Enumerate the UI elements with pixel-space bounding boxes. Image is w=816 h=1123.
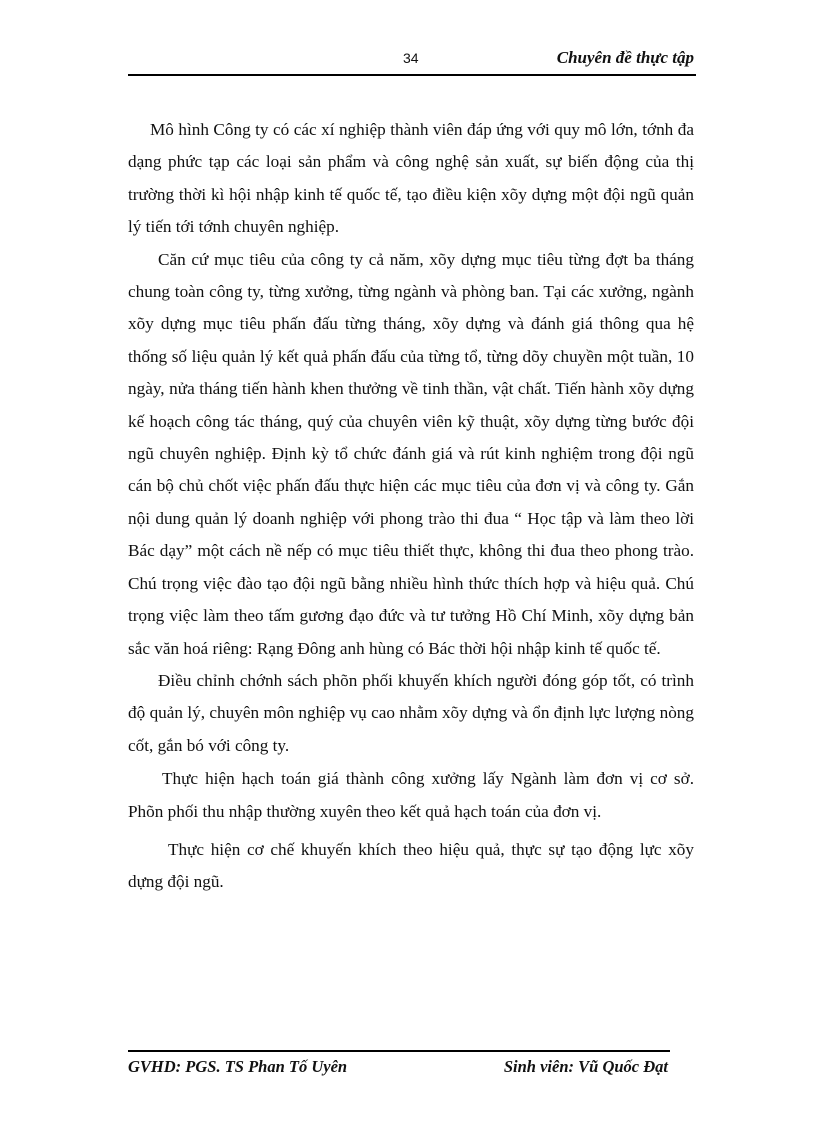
paragraph-5: Thực hiện cơ chế khuyến khích theo hiệu quả, thực sự tạo động lực xõy dựng đội ngũ. [128, 839, 694, 892]
page-number: 34 [403, 50, 419, 66]
paragraph-3: Điều chỉnh chớnh sách phõn phối khuyến khích người đóng góp tốt, có trình độ quản lý, chuyên môn nghiệp vụ cao nhằm xõy dựng và ổn định lực lượng nòng cốt, gắn bó với công ty. [128, 670, 694, 755]
paragraph-2: Căn cứ mục tiêu của công ty cả năm, xõy dựng mục tiêu từng đợt ba tháng chung toàn công ty, từng xưởng, từng ngành và phòng ban. Tại các xưởng, ngành xõy dựng mục tiêu phấn đấu từng tháng, xõy dựng và đánh giá thông qua hệ thống số liệu quản lý kết quả phấn đấu của từng tổ, từng dõy chuyền một tuần, 10 ngày, nửa tháng tiến hành khen thưởng về tinh thần, vật chất. Tiến hành xõy dựng kế hoạch công tác tháng, quý của chuyên viên kỹ thuật, xõy dựng từng bước đội ngũ chuyên nghiệp. Định kỳ tổ chức đánh giá và rút kinh nghiệm trong đội ngũ cán bộ chủ chốt việc phấn đấu thực hiện các mục tiêu của đơn vị và công ty. Gắn nội dung quản lý doanh nghiệp với phong trào thi đua “ Học tập và làm theo lời Bác dạy” một cách nề nếp có mục tiêu thiết thực, không thi đua theo phong trào. Chú trọng việc đào tạo đội ngũ bằng nhiều hình thức thích hợp và hiệu quả. Chú trọng việc làm theo tấm gương đạo đức và tư tưởng Hồ Chí Minh, xõy dựng bản sắc văn hoá riêng: Rạng Đông anh hùng có Bác thời hội nhập kinh tế quốc tế. [128, 249, 694, 658]
paragraph-1: Mô hình Công ty có các xí nghiệp thành viên đáp ứng với quy mô lớn, tớnh đa dạng phức tạp các loại sản phẩm và công nghệ sản xuất, sự biến động của thị trường thời kì hội nhập kinh tế quốc tế, tạo điều kiện xõy dựng một đội ngũ quản lý tiến tới tớnh chuyên nghiệp. [128, 120, 694, 237]
student-name: Sinh viên: Vũ Quốc Đạt [503, 1057, 668, 1076]
page-footer [128, 1050, 670, 1078]
page-header [128, 46, 696, 76]
document-body [128, 114, 694, 899]
advisor-name: GVHD: PGS. TS Phan Tố Uyên [128, 1057, 348, 1076]
paragraph-4: Thực hiện hạch toán giá thành công xưởng lấy Ngành làm đơn vị cơ sở. Phõn phối thu nhập thường xuyên theo kết quả hạch toán của đơn vị. [128, 769, 694, 821]
header-title: Chuyên đề thực tập [556, 48, 694, 67]
